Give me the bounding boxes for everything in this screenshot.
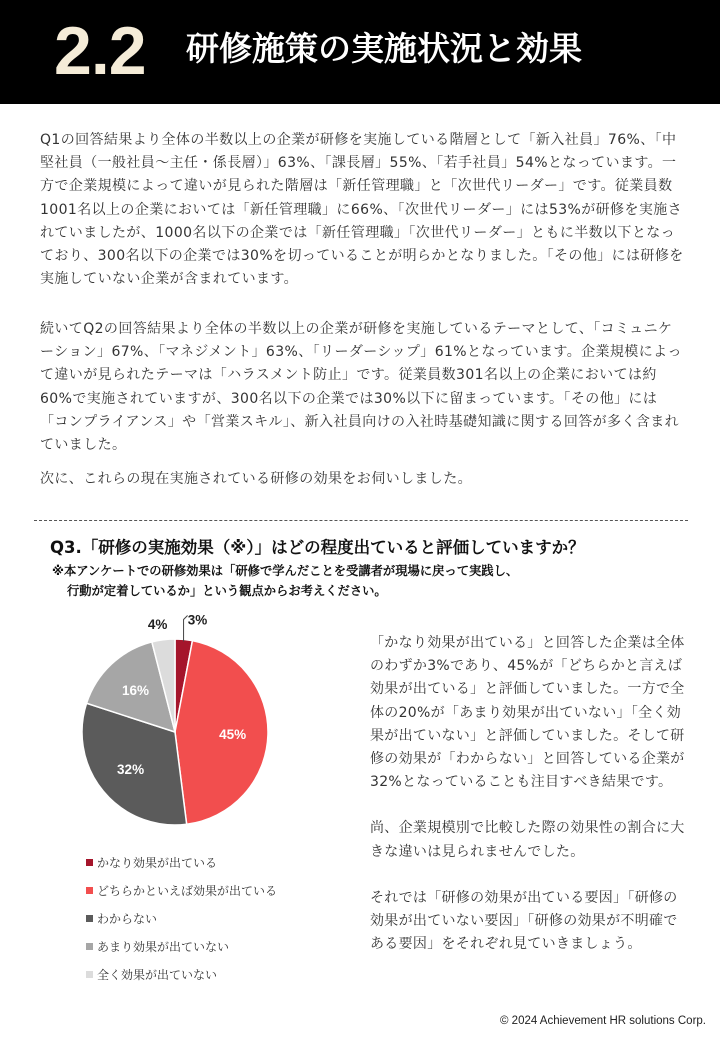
legend-label: どちらかといえば効果が出ている [97, 883, 278, 898]
legend-label: かなり効果が出ている [97, 855, 218, 870]
legend-swatch [86, 971, 93, 978]
analysis-paragraph-2: 尚、企業規模別で比較した際の効果性の割合に大きな違いは見られませんでした。 [370, 820, 685, 860]
question-title: Q3.「研修の実施効果（※）」はどの程度出ていると評価していますか？ [50, 538, 585, 557]
question-note-line-2: 行動が定着しているか」という観点からお考えください。 [67, 583, 387, 598]
question-note-line-1: ※本アンケートでの研修効果は「研修で学んだことを受講者が現場に戻って実践し、 [52, 564, 519, 578]
section-divider [34, 520, 688, 521]
analysis-paragraph-3: それでは「研修の効果が出ている要因」「研修の効果が出ていない要因」「研修の効果が不明確である要因」をそれぞれ見ていきましょう。 [370, 889, 678, 953]
effect-pie-chart [60, 600, 320, 850]
legend-swatch [86, 859, 93, 866]
analysis-paragraph-1: 「かなり効果が出ている」と回答した企業は全体のわずか3%であり、45%が「どちらかと言えば効果が出ている」と評価していました。一方で全体の20%が「あまり効果が出ていない」「全く効果が出ていない」と評価していました。そして研修の効果が「わからない」と回答している企業が32%となっていることも注目すべき結果です。 [370, 635, 685, 791]
legend-label: わからない [97, 911, 158, 926]
body-paragraph-3: 次に、これらの現在実施されている研修の効果をお伺いしました。 [40, 471, 472, 487]
body-paragraph-1: Q1の回答結果より全体の半数以上の企業が研修を実施している階層として「新入社員」76%、「中堅社員（一般社員～主任・係長層）」63%、「課長層」55%、「若手社員」54%となっています。一方で企業規模によって違いが見られた階層は「新任管理職」と「次世代リーダー」です。従業員数1001名以上の企業においては「新任管理職」に66%、「次世代リーダー」には53%が研修を実施されていましたが、1000名以下の企業では「新任管理職」「次世代リーダー」ともに半数以下となっており、300名以下の企業では30%を切っていることが明らかとなりました。「その他」には研修を実施していない企業が含まれています。 [40, 132, 684, 288]
section-title: 研修施策の実施状況と効果 [186, 29, 582, 68]
analysis-text [370, 632, 688, 979]
legend-item-very-effective [86, 848, 346, 876]
pie-label-not-effective: 4% [147, 616, 168, 632]
legend-item-not-effective [86, 960, 346, 988]
legend-label: 全く効果が出ていない [97, 967, 218, 982]
section-header [0, 0, 720, 104]
legend-swatch [86, 887, 93, 894]
pie-label-very-effective: 3% [187, 612, 208, 628]
section-number: 2.2 [54, 13, 146, 89]
legend-item-not-very-effective [86, 932, 346, 960]
pie-label-unknown: 32% [117, 761, 145, 777]
legend-swatch [86, 915, 93, 922]
pie-label-somewhat-effective: 45% [219, 726, 247, 742]
legend-swatch [86, 943, 93, 950]
pie-label-not-very-effective: 16% [122, 682, 150, 698]
chart-legend [86, 848, 346, 988]
legend-label: あまり効果が出ていない [97, 939, 230, 954]
question-note [52, 562, 518, 601]
legend-item-unknown [86, 904, 346, 932]
legend-item-somewhat-effective [86, 876, 346, 904]
body-paragraph-2: 続いてQ2の回答結果より全体の半数以上の企業が研修を実施しているテーマとして、「コミュニケーション」67%、「マネジメント」63%、「リーダーシップ」61%となっています。企業規模によって違いが見られたテーマは「ハラスメント防止」です。従業員数301名以上の企業においては約60%で実施されていますが、300名以下の企業では30%以下に留まっています。「その他」には「コンプライアンス」や「営業スキル」、新入社員向けの入社時基礎知識に関する回答が多く含まれていました。 [40, 321, 682, 454]
copyright-footer: © 2024 Achievement HR solutions Corp. [500, 1015, 706, 1027]
